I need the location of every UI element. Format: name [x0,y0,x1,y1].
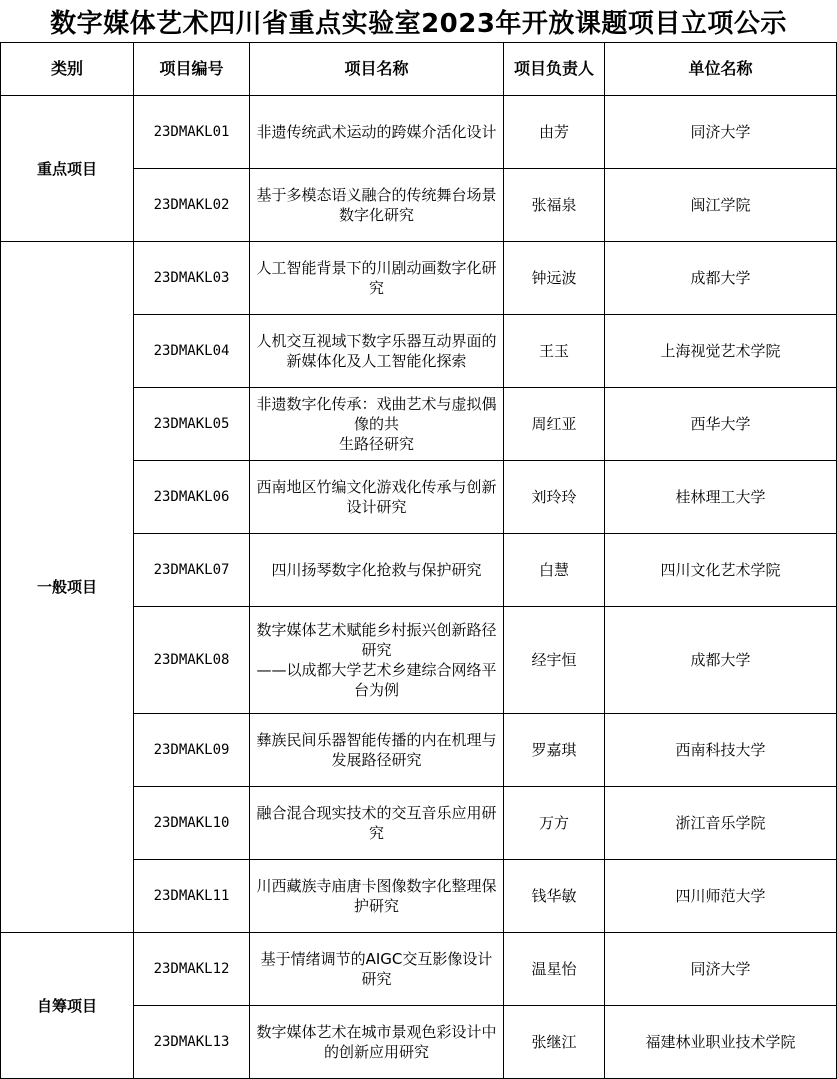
project-code: 23DMAKL06 [134,461,250,534]
project-code: 23DMAKL12 [134,933,250,1006]
project-leader: 王玉 [504,315,605,388]
project-leader: 白慧 [504,534,605,607]
category-self-funded-projects: 自筹项目 [1,933,134,1079]
project-code: 23DMAKL08 [134,607,250,714]
project-leader: 经宇恒 [504,607,605,714]
header-unit-name: 单位名称 [605,43,837,96]
header-project-code: 项目编号 [134,43,250,96]
header-project-name: 项目名称 [250,43,504,96]
project-name: 非遗数字化传承：戏曲艺术与虚拟偶像的共 生路径研究 [250,388,504,461]
project-name: 彝族民间乐器智能传播的内在机理与发展路径研究 [250,714,504,787]
unit-name: 上海视觉艺术学院 [605,315,837,388]
project-leader: 由芳 [504,96,605,169]
project-code: 23DMAKL03 [134,242,250,315]
project-leader: 周红亚 [504,388,605,461]
unit-name: 浙江音乐学院 [605,787,837,860]
project-leader: 温星怡 [504,933,605,1006]
project-name: 数字媒体艺术赋能乡村振兴创新路径研究 ——以成都大学艺术乡建综合网络平台为例 [250,607,504,714]
unit-name: 西华大学 [605,388,837,461]
category-key-projects: 重点项目 [1,96,134,242]
project-name: 基于多模态语义融合的传统舞台场景数字化研究 [250,169,504,242]
table-row [1,96,837,169]
project-code: 23DMAKL02 [134,169,250,242]
project-leader: 万方 [504,787,605,860]
page-title: 数字媒体艺术四川省重点实验室2023年开放课题项目立项公示 [50,8,787,39]
project-leader: 张福泉 [504,169,605,242]
unit-name: 同济大学 [605,933,837,1006]
project-name: 人机交互视域下数字乐器互动界面的新媒体化及人工智能化探索 [250,315,504,388]
project-name: 数字媒体艺术在城市景观色彩设计中的创新应用研究 [250,1006,504,1079]
unit-name: 四川师范大学 [605,860,837,933]
unit-name: 四川文化艺术学院 [605,534,837,607]
project-code: 23DMAKL07 [134,534,250,607]
project-leader: 钱华敏 [504,860,605,933]
unit-name: 闽江学院 [605,169,837,242]
project-name: 西南地区竹编文化游戏化传承与创新设计研究 [250,461,504,534]
table-header-row [1,43,837,96]
header-category: 类别 [1,43,134,96]
project-code: 23DMAKL01 [134,96,250,169]
header-project-leader: 项目负责人 [504,43,605,96]
unit-name: 桂林理工大学 [605,461,837,534]
project-leader: 钟远波 [504,242,605,315]
unit-name: 成都大学 [605,607,837,714]
table-row [1,242,837,315]
project-code: 23DMAKL04 [134,315,250,388]
table-row [1,933,837,1006]
project-name: 融合混合现实技术的交互音乐应用研究 [250,787,504,860]
project-name: 基于情绪调节的AIGC交互影像设计研究 [250,933,504,1006]
project-leader: 刘玲玲 [504,461,605,534]
unit-name: 西南科技大学 [605,714,837,787]
unit-name: 同济大学 [605,96,837,169]
project-code: 23DMAKL09 [134,714,250,787]
project-name: 人工智能背景下的川剧动画数字化研究 [250,242,504,315]
category-general-projects: 一般项目 [1,242,134,933]
project-name: 川西藏族寺庙唐卡图像数字化整理保护研究 [250,860,504,933]
project-leader: 张继江 [504,1006,605,1079]
project-name: 非遗传统武术运动的跨媒介活化设计 [250,96,504,169]
unit-name: 成都大学 [605,242,837,315]
project-name: 四川扬琴数字化抢救与保护研究 [250,534,504,607]
project-code: 23DMAKL13 [134,1006,250,1079]
unit-name: 福建林业职业技术学院 [605,1006,837,1079]
project-leader: 罗嘉琪 [504,714,605,787]
project-code: 23DMAKL05 [134,388,250,461]
project-code: 23DMAKL11 [134,860,250,933]
project-code: 23DMAKL10 [134,787,250,860]
project-table [0,42,837,1079]
